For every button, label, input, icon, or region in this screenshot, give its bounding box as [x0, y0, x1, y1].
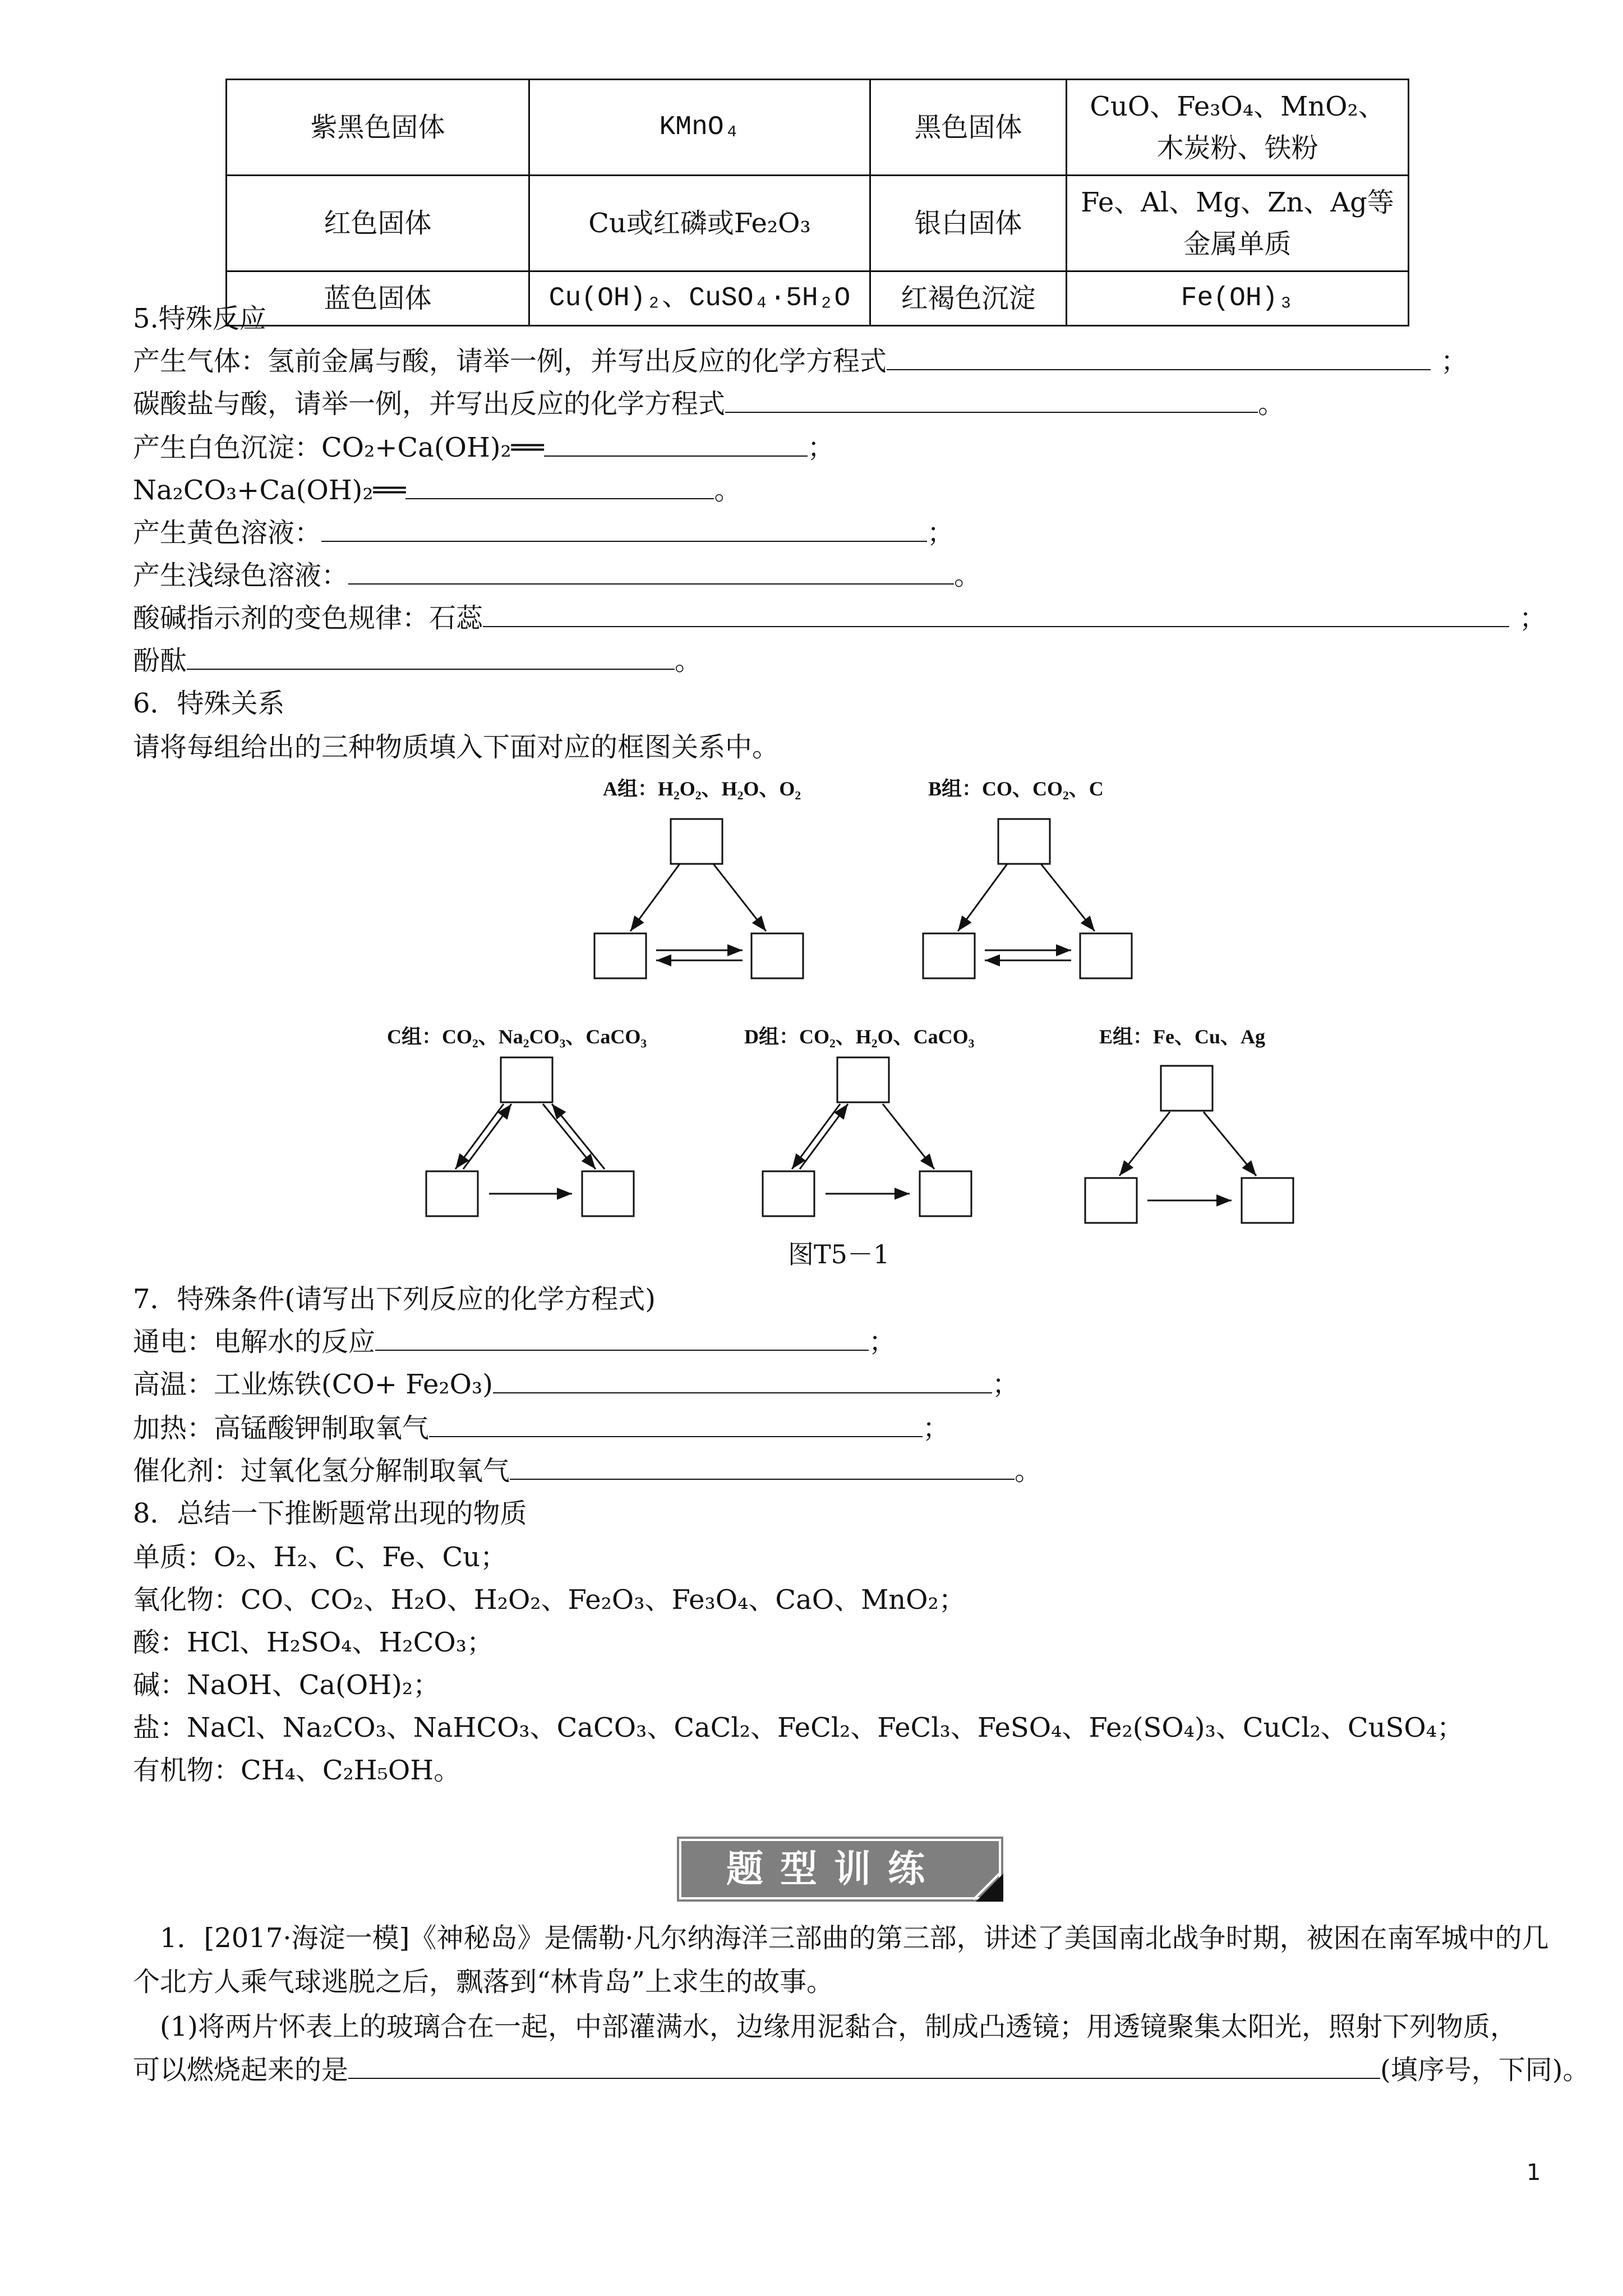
- figure-caption: 图T5－1: [788, 1239, 890, 1269]
- diagram-e: [1085, 1066, 1293, 1223]
- fill-box[interactable]: [1242, 1178, 1293, 1223]
- punct: 。: [1015, 1455, 1042, 1487]
- answer-blank[interactable]: [510, 1454, 1015, 1480]
- fill-box[interactable]: [671, 819, 722, 864]
- catalyst-line: [133, 1450, 1041, 1492]
- punct: ；: [992, 1369, 1019, 1400]
- fill-box[interactable]: [751, 933, 803, 978]
- arrow: [463, 1104, 511, 1169]
- fill-box[interactable]: [582, 1171, 634, 1216]
- punct: ；: [807, 432, 834, 463]
- punct: ；: [923, 1412, 950, 1444]
- gas-metal-prompt: 产生气体：氢前金属与酸，请举一例，并写出反应的化学方程式: [133, 346, 887, 377]
- bases-line: 碱：NaOH、Ca(OH)₂；: [133, 1669, 440, 1701]
- white-precipitate-prompt-1: 产生白色沉淀：CO₂+Ca(OH)₂══: [133, 432, 544, 463]
- group-c-label: C组：CO₂、Na₂CO₃、CaCO₃: [387, 1025, 647, 1048]
- punct: ；: [869, 1326, 896, 1358]
- table-cell: 紫黑色固体: [227, 80, 529, 176]
- table-cell: Fe(OH)₃: [1067, 272, 1409, 326]
- arrow: [883, 1104, 934, 1169]
- electrolysis-line: [133, 1320, 896, 1363]
- section8-title: 8．总结一下推断题常出现的物质: [133, 1498, 527, 1529]
- fill-box[interactable]: [501, 1057, 552, 1102]
- question1-part1: (1)将两片怀表上的玻璃合在一起，中部灌满水，边缘用泥黏合，制成凸透镜；用透镜聚集太阳光，照射下列物质，: [160, 2011, 1517, 2042]
- section-banner: [677, 1837, 1003, 1902]
- arrow: [552, 1104, 605, 1169]
- table-cell: 红褐色沉淀: [870, 272, 1067, 326]
- arrow: [1041, 864, 1095, 931]
- table-cell: KMnO₄: [529, 80, 870, 176]
- high-temp-prompt: 高温：工业炼铁(CO+ Fe₂O₃): [133, 1369, 493, 1400]
- group-d-label: D组：CO₂、H₂O、CaCO₃: [744, 1025, 975, 1048]
- punct: 。: [675, 645, 702, 677]
- arrow: [958, 864, 1007, 931]
- fill-box[interactable]: [923, 933, 975, 978]
- electrolysis-prompt: 通电：电解水的反应: [133, 1326, 376, 1358]
- gas-carbonate-prompt: 碳酸盐与酸，请举一例，并写出反应的化学方程式: [133, 388, 726, 420]
- green-solution-prompt: 产生浅绿色溶液：: [133, 560, 349, 591]
- answer-blank[interactable]: [493, 1368, 992, 1393]
- catalyst-prompt: 催化剂：过氧化氢分解制取氧气: [133, 1455, 510, 1487]
- section6-instruction: 请将每组给出的三种物质填入下面对应的框图关系中。: [133, 731, 780, 763]
- fill-box[interactable]: [998, 819, 1050, 864]
- page-number: 1: [1527, 2160, 1541, 2185]
- table-cell: Cu或红磷或Fe₂O₃: [529, 176, 870, 272]
- yellow-solution-prompt: 产生黄色溶液：: [133, 517, 322, 549]
- arrow: [800, 1104, 848, 1169]
- fill-box[interactable]: [1161, 1066, 1212, 1111]
- punct: 。: [1258, 388, 1285, 420]
- punct: 。: [714, 475, 741, 506]
- punct: 。: [954, 560, 981, 591]
- group-b-label: B组：CO、CO₂、C: [928, 777, 1104, 800]
- heating-line: [133, 1407, 949, 1450]
- arrow: [792, 1104, 840, 1169]
- arrow: [1119, 1112, 1170, 1176]
- arrow: [713, 864, 766, 931]
- answer-blank[interactable]: [348, 2053, 1380, 2079]
- fill-box[interactable]: [1080, 933, 1132, 978]
- punct: ；: [927, 517, 955, 549]
- table-cell: Cu(OH)₂、CuSO₄·5H₂O: [529, 272, 870, 326]
- diagram-d: [763, 1057, 971, 1216]
- group-e-label: E组：Fe、Cu、Ag: [1099, 1025, 1265, 1048]
- organics-line: 有机物：CH₄、C₂H₅OH。: [133, 1755, 461, 1786]
- fill-box[interactable]: [594, 933, 646, 978]
- diagram-a: [594, 819, 803, 978]
- table-cell: Fe、Al、Mg、Zn、Ag等金属单质: [1067, 176, 1409, 272]
- fill-box[interactable]: [837, 1057, 889, 1102]
- fill-box[interactable]: [763, 1171, 814, 1216]
- punct: ；: [1519, 602, 1547, 634]
- high-temp-line: [133, 1363, 1019, 1406]
- elements-line: 单质：O₂、H₂、C、Fe、Cu；: [133, 1542, 508, 1573]
- arrow: [1204, 1112, 1256, 1176]
- fill-box[interactable]: [920, 1171, 971, 1216]
- question1-prompt: 可以燃烧起来的是: [133, 2054, 349, 2086]
- diagram-b: [923, 819, 1132, 978]
- punct: ；: [1441, 346, 1468, 377]
- white-precipitate-prompt-2: Na₂CO₃+Ca(OH)₂══: [133, 475, 406, 506]
- salts-line: 盐：NaCl、Na₂CO₃、NaHCO₃、CaCO₃、CaCl₂、FeCl₂、FeCl₃、FeSO₄、Fe₂(SO₄)₃、CuCl₂、CuSO₄；: [133, 1712, 1464, 1743]
- table-cell: 银白固体: [870, 176, 1067, 272]
- table-cell: 红色固体: [227, 176, 529, 272]
- indicator-prompt: 酸碱指示剂的变色规律：石蕊: [133, 602, 483, 634]
- arrow: [455, 1104, 504, 1169]
- answer-blank[interactable]: [375, 1325, 869, 1351]
- diagram-c: [426, 1057, 634, 1216]
- answer-blank[interactable]: [429, 1411, 923, 1437]
- question1-tail: (填序号，下同)。: [1380, 2054, 1590, 2086]
- arrow: [630, 864, 680, 931]
- phenol-prompt: 酚酞: [133, 645, 187, 677]
- table-cell: 蓝色固体: [227, 272, 529, 326]
- banner-title: 题型训练: [726, 1847, 942, 1890]
- fill-box[interactable]: [1085, 1178, 1137, 1223]
- section5-title: 5.特殊反应: [133, 303, 266, 334]
- question1-intro: 1．[2017·海淀一模]《神秘岛》是儒勒·凡尔纳海洋三部曲的第三部，讲述了美国南北战争时期，被困在南军城中的几个北方人乘气球逃脱之后，飘落到“林肯岛”上求生的故事。: [133, 1922, 1549, 1998]
- oxides-line: 氧化物：CO、CO₂、H₂O、H₂O₂、Fe₂O₃、Fe₃O₄、CaO、MnO₂；: [133, 1584, 966, 1616]
- section6-title: 6．特殊关系: [133, 688, 285, 719]
- group-a-label: A组：H₂O₂、H₂O、O₂: [603, 777, 801, 800]
- arrow: [543, 1104, 596, 1169]
- table-cell: 黑色固体: [870, 80, 1067, 176]
- heating-prompt: 加热：高锰酸钾制取氧气: [133, 1412, 430, 1444]
- fill-box[interactable]: [426, 1171, 478, 1216]
- acids-line: 酸：HCl、H₂SO₄、H₂CO₃；: [133, 1627, 494, 1658]
- section7-title: 7．特殊条件(请写出下列反应的化学方程式): [133, 1283, 656, 1315]
- table-cell: CuO、Fe₃O₄、MnO₂、木炭粉、铁粉: [1067, 80, 1409, 176]
- question1-answer-line: [133, 2049, 1589, 2091]
